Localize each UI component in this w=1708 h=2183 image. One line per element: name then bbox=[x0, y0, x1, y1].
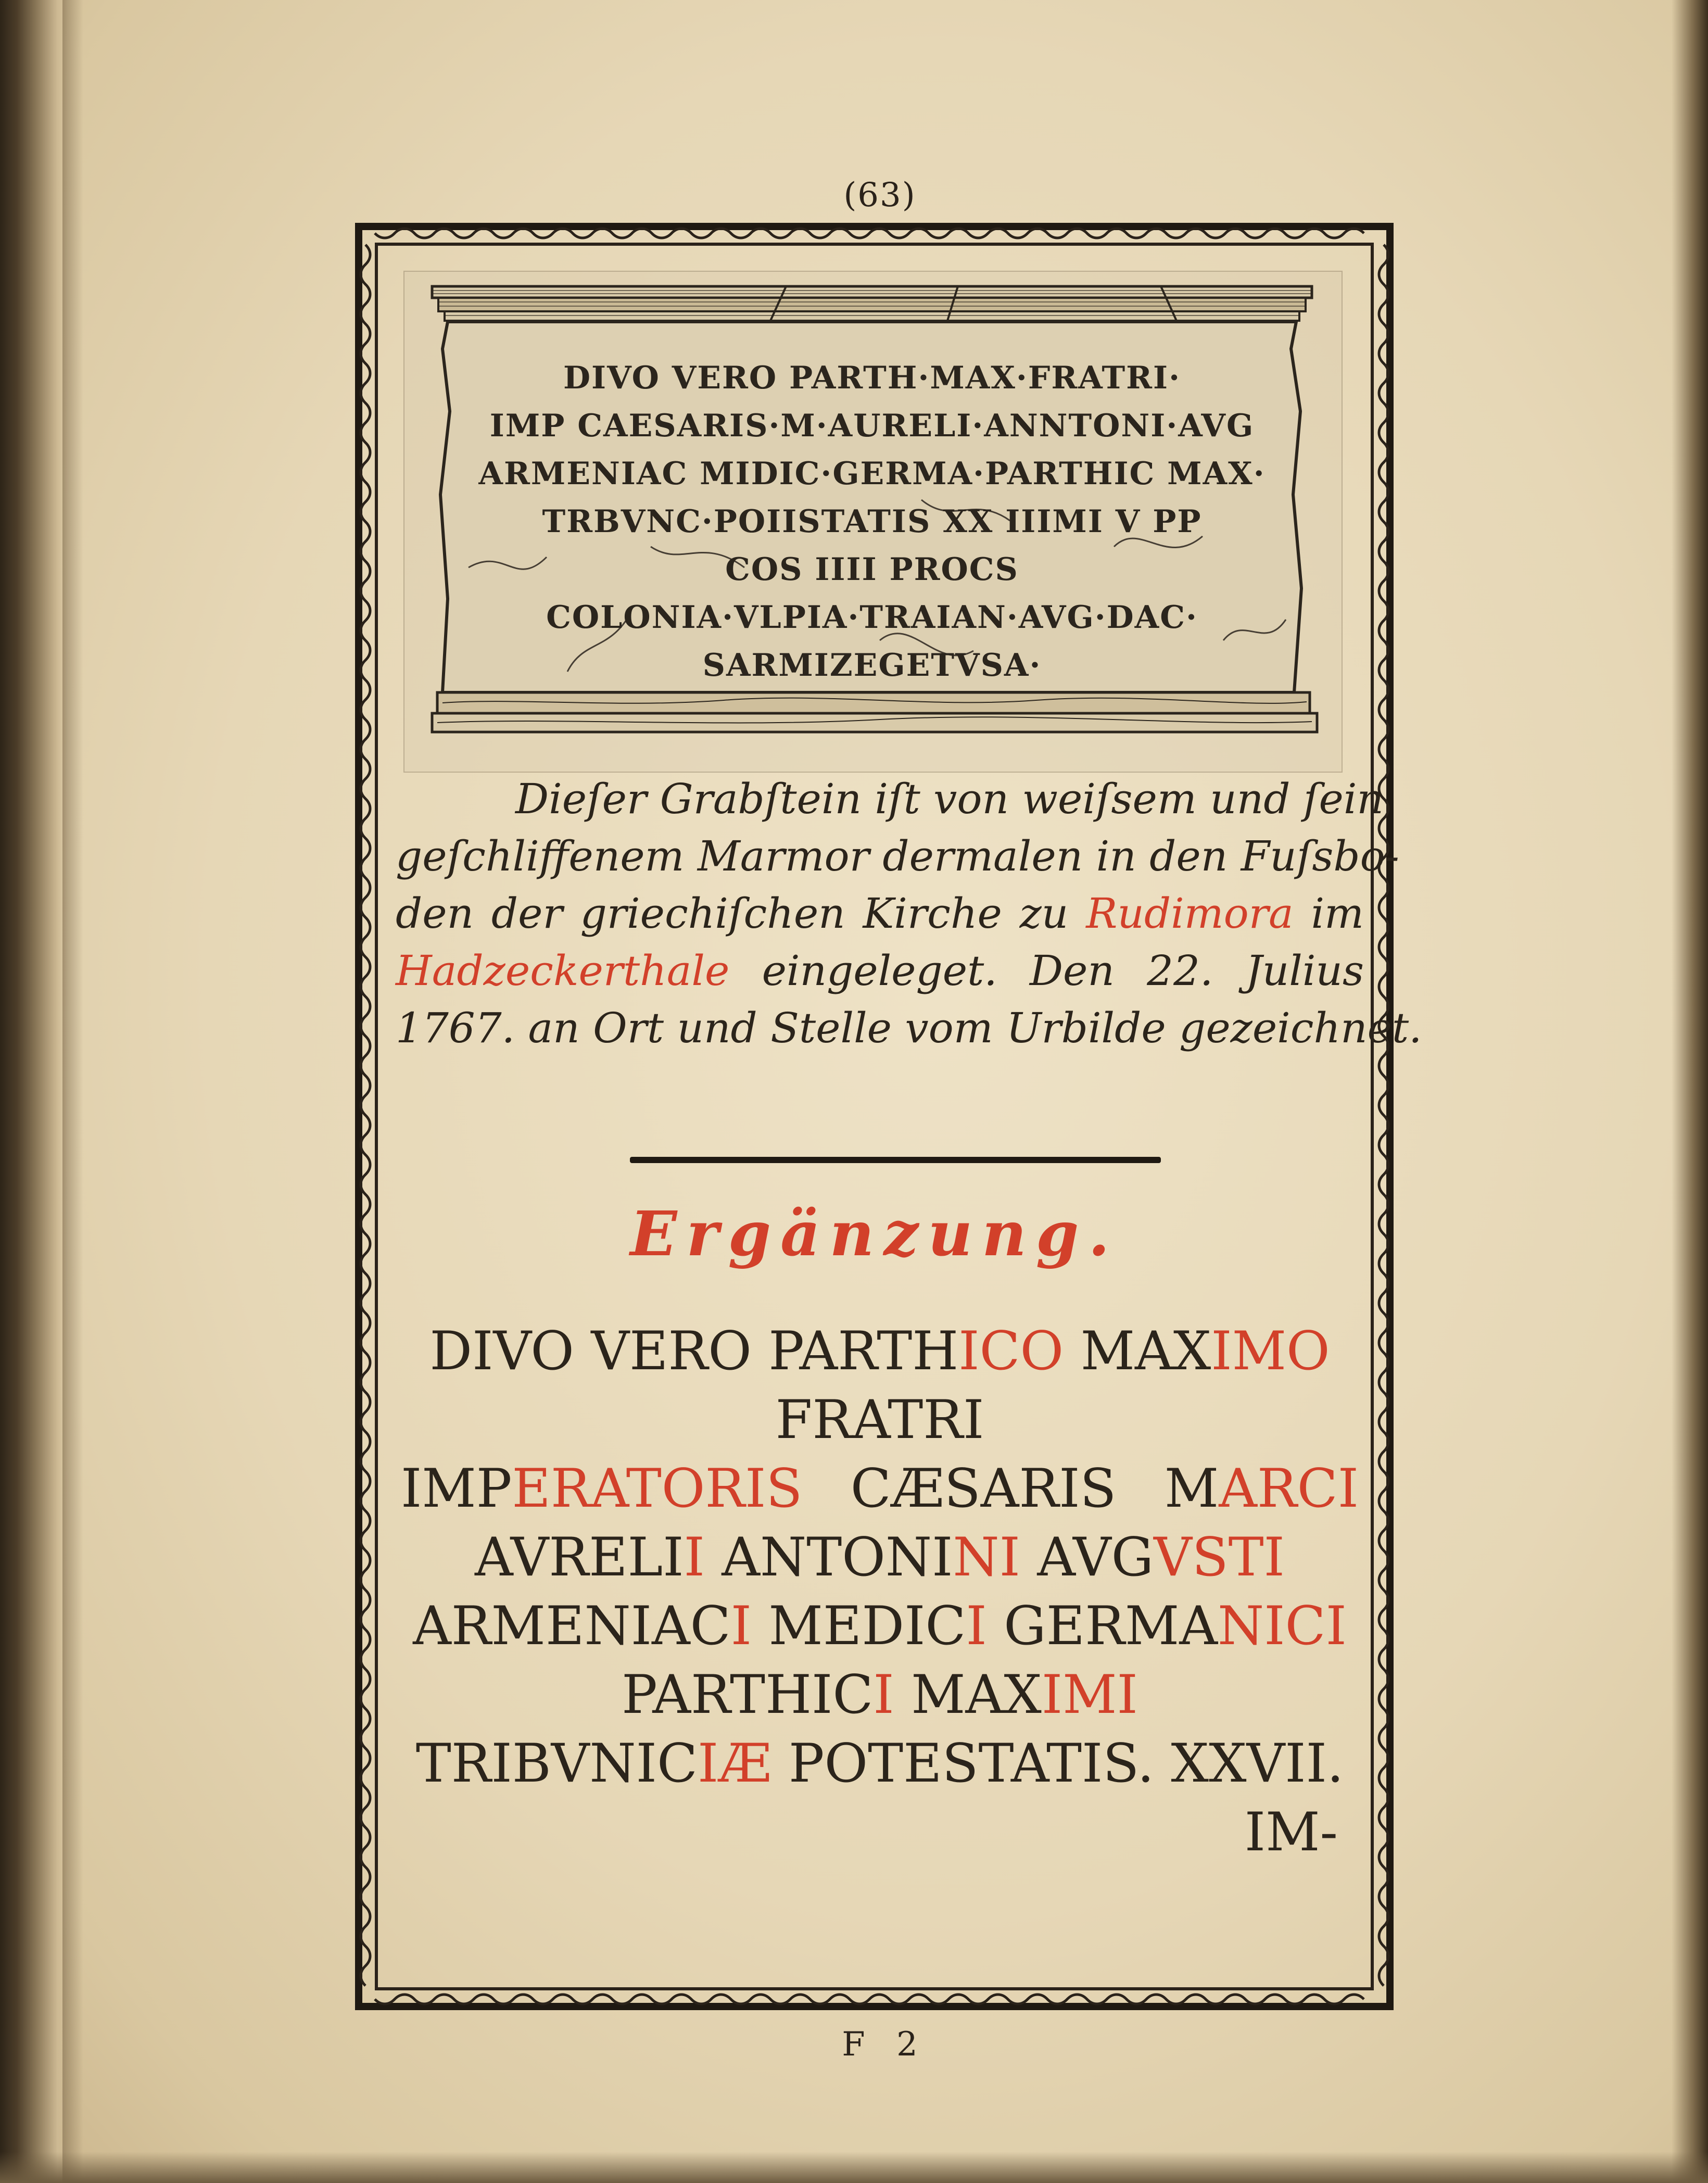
section-heading: Ergänzung. bbox=[630, 1197, 1119, 1270]
caption-text: eingeleget. Den 22. Julius bbox=[729, 947, 1364, 995]
restored-text: MAX bbox=[1064, 1320, 1211, 1382]
restored-addition: VSTI bbox=[1154, 1526, 1285, 1588]
restored-text: CÆSARIS M bbox=[802, 1458, 1219, 1520]
restored-line: FRATRI bbox=[775, 1389, 984, 1451]
restored-line bbox=[401, 1661, 1359, 1730]
place-name-rudimora: Rudimora bbox=[1086, 889, 1294, 938]
restored-addition: IMO bbox=[1211, 1320, 1330, 1382]
restored-text: IMP bbox=[401, 1458, 512, 1520]
caption-text: den der griechiſchen Kirche zu bbox=[396, 889, 1086, 938]
restored-addition: I bbox=[873, 1664, 894, 1726]
restored-text: TRIBVNIC bbox=[415, 1733, 698, 1795]
restored-addition: NICI bbox=[1218, 1595, 1347, 1657]
caption-line: 1767. an Ort und Stelle vom Urbilde gezeichnet. bbox=[396, 1004, 1422, 1052]
restored-text: GERMA bbox=[986, 1595, 1218, 1657]
restored-text: MEDIC bbox=[752, 1595, 966, 1657]
inscription-line: TRBVNC·POIISTATIS XX IIIMI V PP bbox=[542, 503, 1202, 540]
catchword: IM- bbox=[1244, 1801, 1338, 1863]
description-paragraph bbox=[396, 771, 1422, 1057]
signature-mark: F 2 bbox=[842, 2025, 928, 2064]
restored-addition: ICO bbox=[958, 1320, 1064, 1382]
facing-page-edge bbox=[62, 0, 83, 2183]
tombstone-inscription bbox=[432, 354, 1312, 713]
restored-line bbox=[401, 1317, 1359, 1386]
restored-line bbox=[401, 1523, 1359, 1592]
restored-addition: ARCI bbox=[1219, 1458, 1359, 1520]
inscription-line: ARMENIAC MIDIC·GERMA·PARTHIC MAX· bbox=[478, 456, 1266, 492]
book-gutter bbox=[0, 0, 68, 2183]
restored-text: MAX bbox=[894, 1664, 1042, 1726]
restored-line bbox=[401, 1592, 1359, 1661]
restored-inscription bbox=[401, 1317, 1359, 1867]
caption-line: Dieſer Grabſtein iſt von weiſsem und ſein bbox=[515, 775, 1384, 823]
restored-line bbox=[401, 1730, 1359, 1798]
restored-text: ANTONI bbox=[704, 1526, 953, 1588]
restored-text: AVG bbox=[1020, 1526, 1154, 1588]
restored-addition: I bbox=[730, 1595, 752, 1657]
restored-text: POTESTATIS. XXVII. bbox=[771, 1733, 1344, 1795]
place-name-hadzeckerthale: Hadzeckerthale bbox=[396, 947, 730, 995]
restored-text: PARTHIC bbox=[622, 1664, 874, 1726]
restored-text: DIVO VERO PARTH bbox=[429, 1320, 959, 1382]
caption-text: im bbox=[1293, 889, 1364, 938]
inscription-line: COLONIA·VLPIA·TRAIAN·AVG·DAC· bbox=[546, 599, 1198, 636]
restored-addition: I bbox=[966, 1595, 987, 1657]
inscription-line: COS IIII PROCS bbox=[725, 551, 1019, 588]
caption-line bbox=[396, 885, 1364, 942]
page-right-edge bbox=[1672, 0, 1708, 2183]
inscription-line: SARMIZEGETVSA· bbox=[702, 647, 1042, 684]
section-divider bbox=[630, 1157, 1161, 1163]
restored-addition: I bbox=[684, 1526, 705, 1588]
restored-addition: NI bbox=[953, 1526, 1020, 1588]
restored-text: AVRELI bbox=[475, 1526, 684, 1588]
restored-line bbox=[401, 1455, 1359, 1523]
restored-addition: ERATORIS bbox=[512, 1458, 803, 1520]
tablet-cornice bbox=[432, 286, 1312, 321]
restored-text: ARMENIAC bbox=[413, 1595, 731, 1657]
page-number: (63) bbox=[843, 176, 916, 214]
caption-line: geſchliffenem Marmor dermalen in den Fuſsbo- bbox=[396, 832, 1399, 880]
restored-addition: IÆ bbox=[698, 1733, 772, 1795]
inscription-line: IMP CAESARIS·M·AURELI·ANNTONI·AVG bbox=[489, 408, 1255, 444]
inscription-line: DIVO VERO PARTH·MAX·FRATRI· bbox=[563, 360, 1181, 396]
page-bottom-edge bbox=[0, 2152, 1708, 2183]
restored-addition: IMI bbox=[1041, 1664, 1138, 1726]
caption-line bbox=[396, 942, 1364, 1000]
